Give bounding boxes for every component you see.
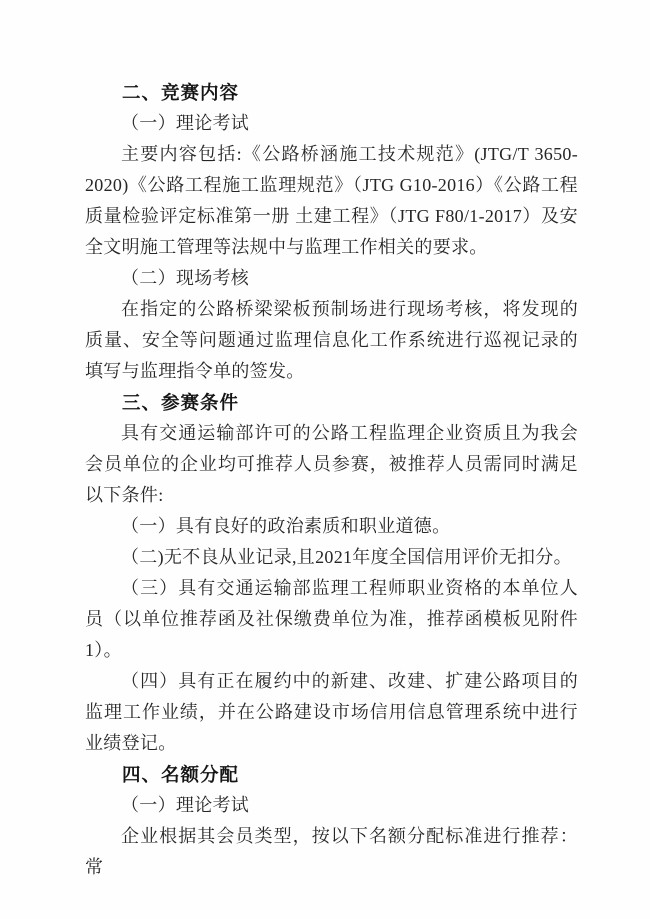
paragraph: 主要内容包括:《公路桥涵施工技术规范》(JTG/T 3650-2020)《公路工程施工监理规范》（JTG G10-2016）《公路工程质量检验评定标准第一册 土建工程》（JTG F80/1-2017）及安全文明施工管理等法规中与监理工作相关的要求。 [85,144,578,257]
paragraph: 具有交通运输部许可的公路工程监理企业资质且为我会会员单位的企业均可推荐人员参赛，被推荐人员需同时满足以下条件: [85,423,578,505]
paragraph: （二)无不良从业记录,且2021年度全国信用评价无扣分。 [121,547,572,567]
paragraph: 在指定的公路桥梁梁板预制场进行现场考核，将发现的质量、安全等问题通过监理信息化工作系统进行巡视记录的填写与监理指令单的签发。 [85,299,578,381]
paragraph: （三）具有交通运输部监理工程师职业资格的本单位人员（以单位推荐函及社保缴费单位为准，推荐函模板见附件 1）。 [85,578,578,660]
paragraph: （四）具有正在履约中的新建、改建、扩建公路项目的监理工作业绩，并在公路建设市场信用信息管理系统中进行业绩登记。 [85,671,578,753]
paragraph: 企业根据其会员类型，按以下名额分配标准进行推荐：常 [85,826,578,877]
section-heading: 二、竞赛内容 [122,82,240,103]
sub-heading: （一）理论考试 [121,113,250,133]
section-heading: 三、参赛条件 [122,392,240,413]
document-content [85,77,578,883]
section-heading: 四、名额分配 [122,764,240,785]
sub-heading: （一）理论考试 [121,795,250,815]
paragraph: （一）具有良好的政治素质和职业道德。 [121,516,451,536]
sub-heading: （二）现场考核 [121,268,250,288]
